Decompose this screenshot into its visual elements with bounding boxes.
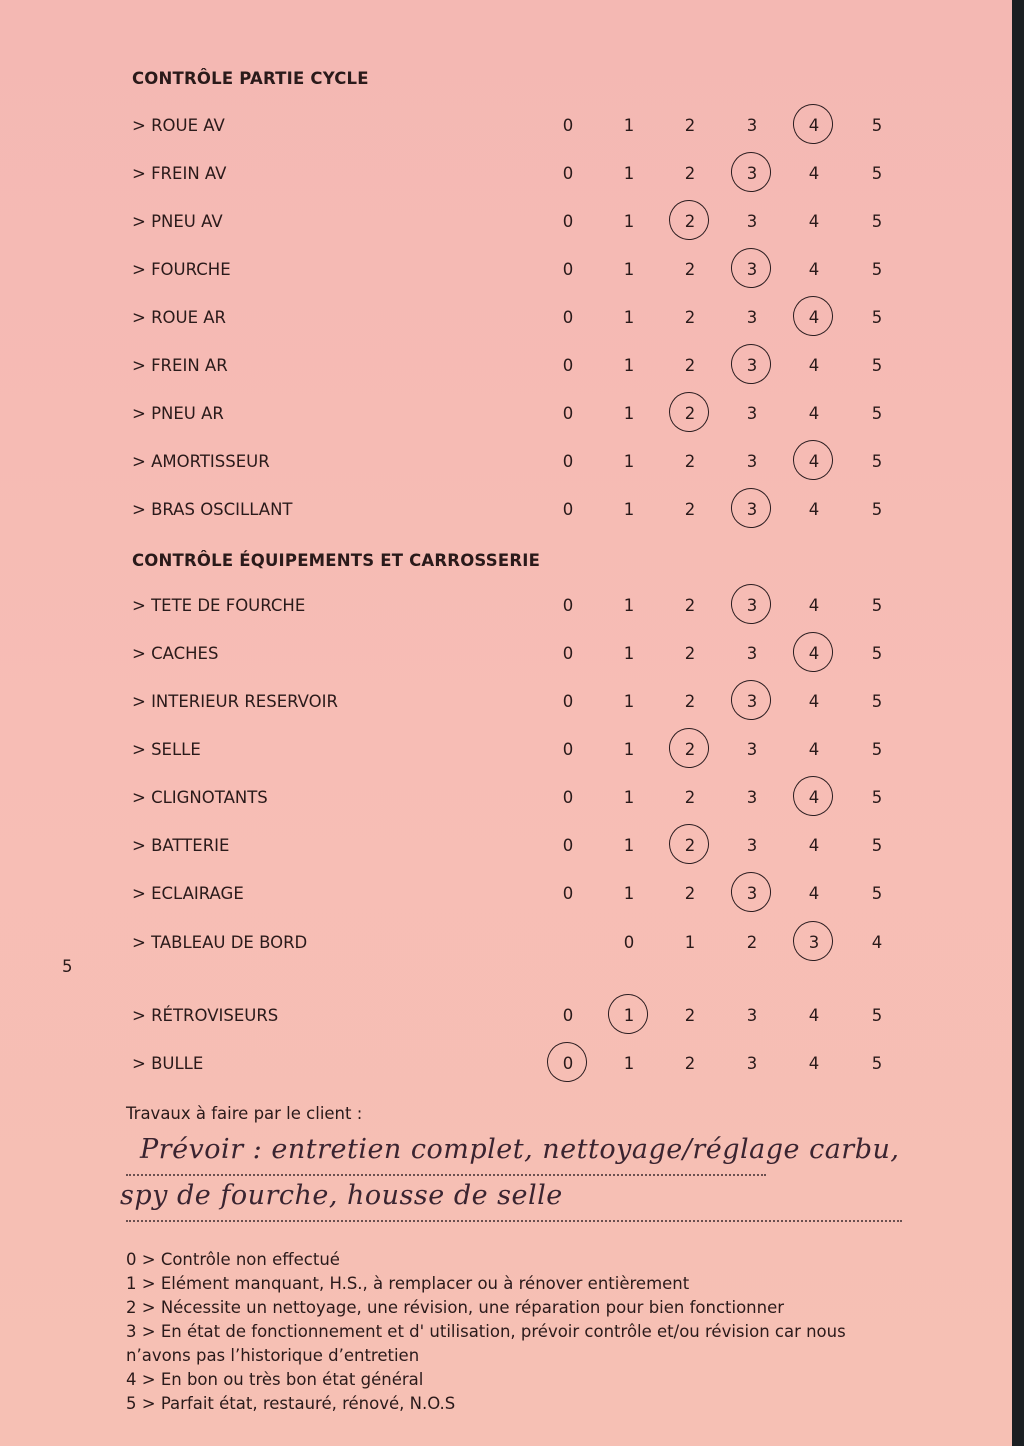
score-option[interactable]: 1 xyxy=(623,644,635,663)
checklist-item-label: > ROUE AR xyxy=(132,308,227,327)
score-option[interactable]: 4 xyxy=(799,452,829,471)
score-option[interactable]: 3 xyxy=(737,596,767,615)
score-option[interactable]: 0 xyxy=(562,884,574,903)
score-option[interactable]: 1 xyxy=(623,404,635,423)
checklist-row xyxy=(0,644,1012,674)
checklist-row xyxy=(0,260,1012,290)
work-title: Travaux à faire par le client : xyxy=(126,1104,363,1123)
score-option[interactable]: 0 xyxy=(562,740,574,759)
legend-item: 1 > Elément manquant, H.S., à remplacer ou à rénover entièrement xyxy=(126,1274,690,1293)
checklist-row xyxy=(0,933,1012,976)
score-option[interactable]: 1 xyxy=(623,884,635,903)
score-option[interactable]: 4 xyxy=(808,836,820,855)
score-option[interactable]: 5 xyxy=(871,116,883,135)
dotted-line-1 xyxy=(126,1174,766,1176)
score-option[interactable]: 5 xyxy=(871,260,883,279)
score-option[interactable]: 0 xyxy=(562,116,574,135)
score-option[interactable]: 0 xyxy=(562,452,574,471)
score-option[interactable]: 3 xyxy=(746,308,758,327)
checklist-item-label: > SELLE xyxy=(132,740,201,759)
score-option[interactable]: 1 xyxy=(623,452,635,471)
checklist-item-label: > BATTERIE xyxy=(132,836,230,855)
score-option[interactable]: 3 xyxy=(746,404,758,423)
score-option[interactable]: 5 xyxy=(871,788,883,807)
score-option[interactable]: 5 xyxy=(871,212,883,231)
score-option[interactable]: 4 xyxy=(808,500,820,519)
score-option[interactable]: 5 xyxy=(871,884,883,903)
checklist-row xyxy=(0,500,1012,530)
checklist-row xyxy=(0,1006,1012,1036)
score-option[interactable]: 5 xyxy=(871,1054,883,1073)
score-option[interactable]: 2 xyxy=(684,164,696,183)
score-option[interactable]: 3 xyxy=(746,740,758,759)
score-option[interactable]: 5 xyxy=(871,1006,883,1025)
score-option[interactable]: 2 xyxy=(684,692,696,711)
checklist-item-label: > ROUE AV xyxy=(132,116,225,135)
score-option[interactable]: 5 xyxy=(871,692,883,711)
score-option[interactable]: 0 xyxy=(562,692,574,711)
score-option[interactable]: 4 xyxy=(871,933,883,952)
score-option[interactable]: 4 xyxy=(799,644,829,663)
checklist-item-label: > TETE DE FOURCHE xyxy=(132,596,306,615)
score-option[interactable]: 2 xyxy=(684,1006,696,1025)
checklist-row xyxy=(0,212,1012,242)
checklist-row xyxy=(0,692,1012,722)
score-option[interactable]: 4 xyxy=(808,740,820,759)
score-option[interactable]: 3 xyxy=(737,356,767,375)
checklist-item-label: > FREIN AR xyxy=(132,356,228,375)
score-option[interactable]: 3 xyxy=(746,452,758,471)
score-option[interactable]: 2 xyxy=(684,452,696,471)
score-option[interactable]: 2 xyxy=(684,644,696,663)
score-option[interactable]: 2 xyxy=(675,740,705,759)
score-option[interactable]: 1 xyxy=(623,788,635,807)
score-option[interactable]: 4 xyxy=(808,1006,820,1025)
checklist-item-label: > FREIN AV xyxy=(132,164,227,183)
score-option[interactable]: 3 xyxy=(746,644,758,663)
score-option[interactable]: 2 xyxy=(675,836,705,855)
score-option[interactable]: 5 xyxy=(62,957,73,976)
score-option[interactable]: 2 xyxy=(684,356,696,375)
handwritten-work-line-1: Prévoir : entretien complet, nettoyage/réglage carbu, xyxy=(140,1134,900,1165)
section-title-equipment: CONTRÔLE ÉQUIPEMENTS ET CARROSSERIE xyxy=(132,551,541,570)
score-option[interactable]: 0 xyxy=(562,500,574,519)
score-option[interactable]: 5 xyxy=(871,356,883,375)
score-option[interactable]: 2 xyxy=(684,500,696,519)
checklist-row xyxy=(0,308,1012,338)
score-option[interactable]: 2 xyxy=(684,884,696,903)
score-option[interactable]: 4 xyxy=(799,788,829,807)
score-option[interactable]: 0 xyxy=(562,644,574,663)
checklist-row xyxy=(0,164,1012,194)
score-option[interactable]: 5 xyxy=(871,404,883,423)
checklist-item-label: > INTERIEUR RESERVOIR xyxy=(132,692,338,711)
score-option[interactable]: 2 xyxy=(675,404,705,423)
checklist-row xyxy=(0,404,1012,434)
score-option[interactable]: 0 xyxy=(562,836,574,855)
score-option[interactable]: 5 xyxy=(871,740,883,759)
score-option[interactable]: 2 xyxy=(675,212,705,231)
checklist-item-label: > CLIGNOTANTS xyxy=(132,788,268,807)
score-option[interactable]: 2 xyxy=(684,1054,696,1073)
score-option[interactable]: 1 xyxy=(623,164,635,183)
score-option[interactable]: 1 xyxy=(623,500,635,519)
legend-item: 2 > Nécessite un nettoyage, une révision, une réparation pour bien fonctionner xyxy=(126,1298,785,1317)
score-option[interactable]: 2 xyxy=(684,116,696,135)
checklist-row xyxy=(0,788,1012,818)
score-option[interactable]: 2 xyxy=(684,308,696,327)
score-option[interactable]: 0 xyxy=(553,1054,583,1073)
legend xyxy=(126,1248,906,1416)
score-option[interactable]: 1 xyxy=(623,260,635,279)
score-option[interactable]: 1 xyxy=(623,692,635,711)
checklist-row xyxy=(0,884,1012,914)
score-option[interactable]: 1 xyxy=(623,356,635,375)
score-option[interactable]: 1 xyxy=(623,116,635,135)
checklist-item-label: > ECLAIRAGE xyxy=(132,884,244,903)
score-option[interactable]: 1 xyxy=(623,740,635,759)
score-option[interactable]: 5 xyxy=(871,500,883,519)
score-option[interactable]: 5 xyxy=(871,836,883,855)
dotted-line-2 xyxy=(126,1220,902,1222)
score-option[interactable]: 4 xyxy=(808,164,820,183)
score-option[interactable]: 5 xyxy=(871,452,883,471)
checklist-item-label: > FOURCHE xyxy=(132,260,231,279)
score-option[interactable]: 3 xyxy=(746,836,758,855)
score-option[interactable]: 3 xyxy=(746,1006,758,1025)
score-option[interactable]: 1 xyxy=(614,1006,644,1025)
checklist-item-label: > RÉTROVISEURS xyxy=(132,1006,279,1025)
score-option[interactable]: 4 xyxy=(808,884,820,903)
score-option[interactable]: 2 xyxy=(684,788,696,807)
checklist-item-label: > AMORTISSEUR xyxy=(132,452,270,471)
checklist-item-label: > BULLE xyxy=(132,1054,204,1073)
handwritten-work-line-2: spy de fourche, housse de selle xyxy=(120,1180,563,1211)
legend-item: 0 > Contrôle non effectué xyxy=(126,1250,340,1269)
score-option[interactable]: 0 xyxy=(562,212,574,231)
score-option[interactable]: 5 xyxy=(871,644,883,663)
score-option[interactable]: 3 xyxy=(746,788,758,807)
score-option[interactable]: 3 xyxy=(737,884,767,903)
score-option[interactable]: 4 xyxy=(799,308,829,327)
score-option[interactable]: 3 xyxy=(737,164,767,183)
score-option[interactable]: 3 xyxy=(737,692,767,711)
score-option[interactable]: 4 xyxy=(808,260,820,279)
score-option[interactable]: 5 xyxy=(871,308,883,327)
score-option[interactable]: 4 xyxy=(808,692,820,711)
checklist-item-label: > PNEU AR xyxy=(132,404,224,423)
checklist-row xyxy=(0,452,1012,482)
legend-item: 4 > En bon ou très bon état général xyxy=(126,1370,424,1389)
score-option[interactable]: 5 xyxy=(871,164,883,183)
checklist-item-label: > PNEU AV xyxy=(132,212,223,231)
checklist-row xyxy=(0,116,1012,146)
score-option[interactable]: 1 xyxy=(623,212,635,231)
score-option[interactable]: 2 xyxy=(684,596,696,615)
score-option[interactable]: 2 xyxy=(746,933,758,952)
checklist-item-label: > TABLEAU DE BORD xyxy=(132,933,308,952)
score-option[interactable]: 0 xyxy=(562,404,574,423)
score-option[interactable]: 0 xyxy=(562,260,574,279)
score-option[interactable]: 4 xyxy=(808,1054,820,1073)
score-option[interactable]: 0 xyxy=(623,933,635,952)
score-option[interactable]: 1 xyxy=(623,1054,635,1073)
score-option[interactable]: 0 xyxy=(562,596,574,615)
score-option[interactable]: 4 xyxy=(808,404,820,423)
score-option[interactable]: 0 xyxy=(562,308,574,327)
checklist-row xyxy=(0,356,1012,386)
score-option[interactable]: 4 xyxy=(808,596,820,615)
score-option[interactable]: 0 xyxy=(562,1006,574,1025)
checklist-row xyxy=(0,1054,1012,1084)
legend-item: 5 > Parfait état, restauré, rénové, N.O.S xyxy=(126,1394,456,1413)
score-option[interactable]: 0 xyxy=(562,356,574,375)
score-option[interactable]: 3 xyxy=(737,260,767,279)
score-option[interactable]: 3 xyxy=(746,1054,758,1073)
score-option[interactable]: 1 xyxy=(623,596,635,615)
checklist-row xyxy=(0,740,1012,770)
legend-item: 3 > En état de fonctionnement et d' utilisation, prévoir contrôle et/ou révision car nous n’avons pas l’historique d’entretien xyxy=(126,1322,846,1365)
score-option[interactable]: 3 xyxy=(746,116,758,135)
score-option[interactable]: 4 xyxy=(799,116,829,135)
section-title-cycle: CONTRÔLE PARTIE CYCLE xyxy=(132,69,369,88)
score-option[interactable]: 1 xyxy=(684,933,696,952)
checklist-item-label: > CACHES xyxy=(132,644,219,663)
checklist-row xyxy=(0,596,1012,626)
checklist-item-label: > BRAS OSCILLANT xyxy=(132,500,293,519)
score-option[interactable]: 3 xyxy=(737,500,767,519)
score-option[interactable]: 4 xyxy=(808,212,820,231)
score-option[interactable]: 0 xyxy=(562,788,574,807)
score-option[interactable]: 5 xyxy=(871,596,883,615)
score-option[interactable]: 3 xyxy=(799,933,829,952)
score-option[interactable]: 3 xyxy=(746,212,758,231)
score-option[interactable]: 0 xyxy=(562,164,574,183)
score-option[interactable]: 2 xyxy=(684,260,696,279)
score-option[interactable]: 1 xyxy=(623,836,635,855)
checklist-row xyxy=(0,836,1012,866)
score-option[interactable]: 4 xyxy=(808,356,820,375)
score-option[interactable]: 1 xyxy=(623,308,635,327)
